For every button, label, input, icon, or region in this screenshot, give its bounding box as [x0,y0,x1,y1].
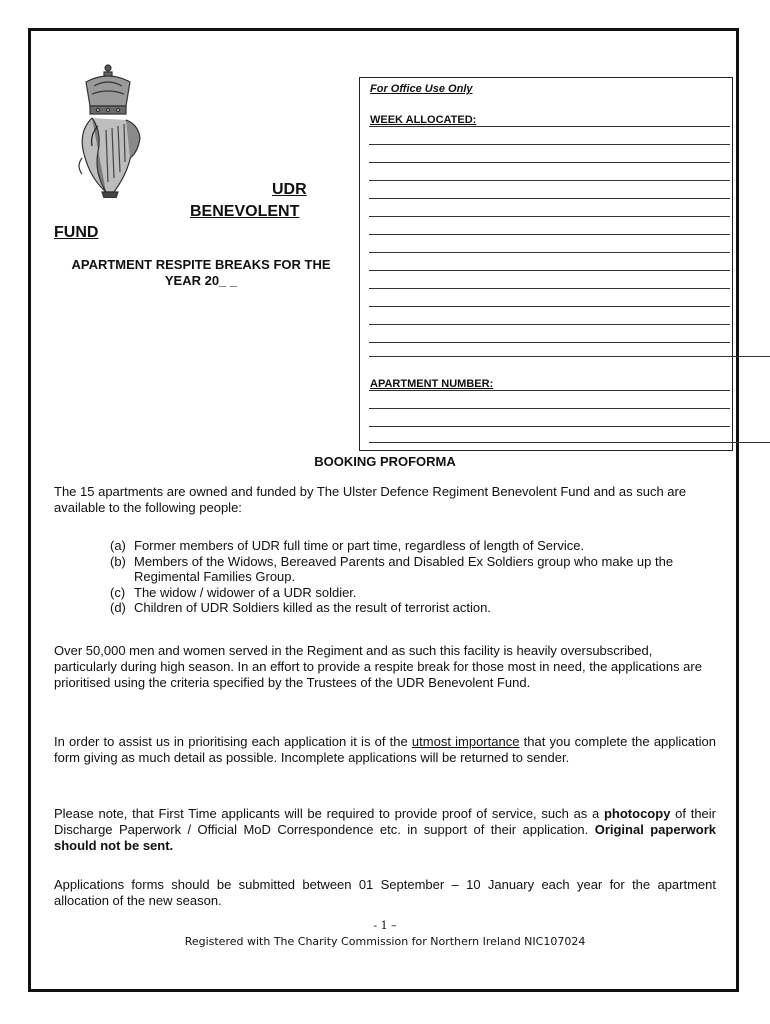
week-allocated-line[interactable] [369,162,730,163]
intro-paragraph: The 15 apartments are owned and funded by The Ulster Defence Regiment Benevolent Fund and as such are available to the following people: [54,484,687,515]
apartment-number-label: APARTMENT NUMBER: [370,378,494,390]
list-item-text: The widow / widower of a UDR soldier. [134,584,357,600]
list-item [110,585,720,601]
list-marker: (a) [110,538,126,553]
list-marker: (b) [110,553,126,569]
list-item [110,538,720,554]
apartment-number-line[interactable] [369,426,730,427]
fund-title-fund: FUND [54,224,99,241]
page-number: - 1 – [373,919,397,932]
apartment-number-line[interactable] [369,408,730,409]
note-paragraph [54,806,716,854]
photocopy-emphasis: photocopy [603,806,671,821]
week-allocated-line[interactable] [369,270,730,271]
week-allocated-line[interactable] [369,324,730,325]
assist-text: that you complete the application form giving as much detail as possible. Incomplete applications will be returned to sender. [54,734,716,765]
oversubscribed-paragraph: Over 50,000 men and women served in the Regiment and as such this facility is heavily oversubscribed, particularly during high season. In an effort to provide a respite break for those most in need, the applications are prioritised using the criteria specified by the Trustees of the UDR Benevolent Fund. [54,643,702,690]
list-item [110,554,720,585]
office-use-heading: For Office Use Only [370,83,473,95]
list-item-text: Former members of UDR full time or part time, regardless of length of Service. [134,538,585,553]
week-allocated-line[interactable] [369,180,730,181]
original-paperwork-warning: Original paperwork should not be sent. [54,822,716,853]
week-allocated-line[interactable] [369,198,730,199]
week-allocated-label: WEEK ALLOCATED: [370,114,477,126]
week-allocated-line[interactable] [369,356,770,357]
week-allocated-line[interactable] [369,288,730,289]
week-allocated-line[interactable] [369,126,730,127]
eligibility-list [110,538,720,616]
assist-paragraph [54,734,716,766]
week-allocated-line[interactable] [369,306,730,307]
week-allocated-line[interactable] [369,342,730,343]
list-item-text: Members of the Widows, Bereaved Parents and Disabled Ex Soldiers group who make up the Regimental Families Group. [134,553,674,584]
crest-logo [68,62,148,198]
charity-registration: Registered with The Charity Commission for Northern Ireland NIC107024 [184,935,586,948]
apartment-number-line[interactable] [369,390,730,391]
list-marker: (c) [110,584,126,600]
submission-paragraph: Applications forms should be submitted between 01 September – 10 January each year for the apartment allocation of the new season. [54,877,716,908]
apartment-number-line[interactable] [369,442,770,443]
fund-title-benevolent: BENEVOLENT [190,203,300,220]
list-item [110,600,720,616]
note-text: Please note, that First Time applicants will be required to provide proof of service, such as a [54,806,604,821]
week-allocated-line[interactable] [369,216,730,217]
note-text: of their Discharge Paperwork / Official MoD Correspondence etc. in support of their application. [54,806,716,837]
booking-proforma-heading: BOOKING PROFORMA [314,454,456,469]
assist-text: In order to assist us in prioritising each application it is of the [54,734,412,749]
list-item-text: Children of UDR Soldiers killed as the result of terrorist action. [134,600,491,615]
utmost-importance-emphasis: utmost importance [411,734,520,749]
week-allocated-line[interactable] [369,252,730,253]
week-allocated-line[interactable] [369,144,730,145]
office-use-box [359,77,733,451]
week-allocated-line[interactable] [369,234,730,235]
list-marker: (d) [110,600,126,615]
fund-title-udr: UDR [272,181,307,198]
document-subtitle: APARTMENT RESPITE BREAKS FOR THE YEAR 20_ _ [71,257,331,288]
